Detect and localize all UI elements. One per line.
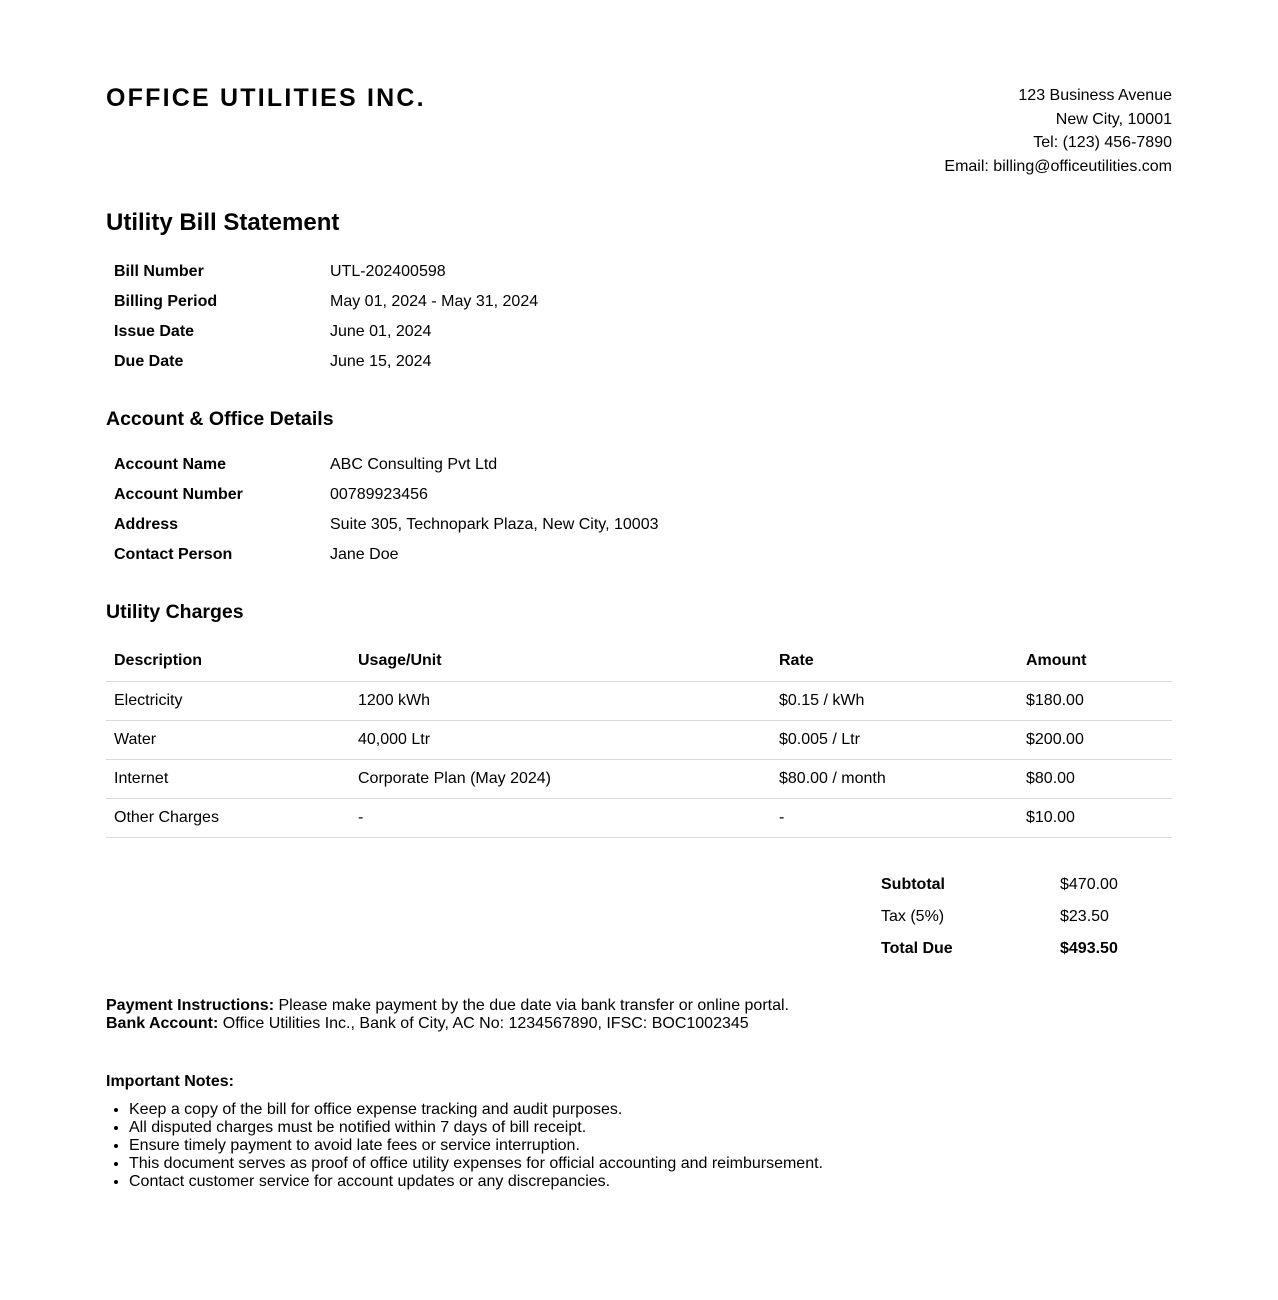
field-label: Due Date: [114, 353, 184, 370]
field-value: June 01, 2024: [330, 323, 432, 340]
header-usage: Usage/Unit: [358, 652, 442, 669]
field-label: Bill Number: [114, 263, 204, 280]
field-label: Issue Date: [114, 323, 195, 340]
cell-amount: $200.00: [1026, 731, 1084, 748]
charges-section-title: Utility Charges: [106, 601, 244, 623]
statement-title: Utility Bill Statement: [106, 209, 340, 236]
address-line-street: 123 Business Avenue: [1018, 87, 1172, 104]
cell-description: Water: [114, 731, 157, 748]
field-value: 00789923456: [330, 486, 428, 503]
cell-description: Internet: [114, 770, 169, 787]
list-item: • Contact customer service for account updates or any discrepancies.: [129, 1173, 823, 1191]
field-value: May 01, 2024 - May 31, 2024: [330, 293, 539, 310]
payment-instructions: [106, 997, 789, 1015]
bank-account: [106, 1015, 789, 1033]
account-section-title: Account & Office Details: [106, 408, 334, 430]
table-row: [106, 721, 1172, 760]
table-row: [106, 682, 1172, 721]
subtotal-row: [881, 869, 1181, 901]
list-item: • All disputed charges must be notified within 7 days of bill receipt.: [129, 1119, 823, 1137]
total-due-label: Total Due: [881, 940, 953, 957]
bill-document: [106, 0, 1172, 1300]
notes-list: [129, 1101, 823, 1191]
subtotal-label: Subtotal: [881, 876, 945, 893]
header-description: Description: [114, 652, 203, 669]
cell-rate: $80.00 / month: [779, 770, 886, 787]
payment-info: [106, 997, 789, 1033]
tax-row: [881, 901, 1181, 933]
notes-title: Important Notes:: [106, 1073, 234, 1090]
totals-summary: [881, 869, 1181, 965]
tax-label: Tax (5%): [881, 908, 945, 925]
cell-amount: $80.00: [1026, 770, 1075, 787]
bank-account-label: Bank Account:: [106, 1015, 219, 1032]
cell-usage: Corporate Plan (May 2024): [358, 770, 551, 787]
charges-table: [106, 642, 1172, 838]
cell-usage: -: [358, 809, 364, 826]
field-value: ABC Consulting Pvt Ltd: [330, 456, 498, 473]
list-item: • This document serves as proof of office utility expenses for official accounting and reimbursement.: [129, 1155, 823, 1173]
cell-amount: $10.00: [1026, 809, 1075, 826]
cell-description: Electricity: [114, 692, 183, 709]
company-name: OFFICE UTILITIES INC.: [106, 84, 426, 112]
cell-usage: 40,000 Ltr: [358, 731, 431, 748]
tax-value: $23.50: [1060, 908, 1109, 925]
address-line-phone: Tel: (123) 456-7890: [1033, 134, 1172, 152]
subtotal-value: $470.00: [1060, 876, 1118, 893]
field-value: June 15, 2024: [330, 353, 432, 370]
list-item: • Ensure timely payment to avoid late fees or service interruption.: [129, 1137, 823, 1155]
payment-instructions-text: Please make payment by the due date via bank transfer or online portal.: [274, 997, 789, 1014]
company-address: [944, 84, 1172, 179]
list-item: • Keep a copy of the bill for office expense tracking and audit purposes.: [129, 1101, 823, 1119]
cell-usage: 1200 kWh: [358, 692, 431, 709]
field-label: Address: [114, 516, 179, 533]
field-value: Jane Doe: [330, 546, 399, 563]
field-label: Billing Period: [114, 293, 218, 310]
cell-description: Other Charges: [114, 809, 219, 826]
field-label: Contact Person: [114, 546, 233, 563]
cell-rate: $0.15 / kWh: [779, 692, 865, 709]
header-amount: Amount: [1026, 652, 1087, 669]
field-value: Suite 305, Technopark Plaza, New City, 10003: [330, 516, 659, 533]
address-line-email: Email: billing@officeutilities.com: [944, 158, 1172, 176]
address-line-city: New City, 10001: [1055, 110, 1172, 128]
payment-instructions-label: Payment Instructions:: [106, 997, 275, 1014]
field-label: Account Number: [114, 486, 243, 503]
table-header: [106, 642, 1172, 682]
table-row: [106, 799, 1172, 838]
bank-account-text: Office Utilities Inc., Bank of City, AC No: 1234567890, IFSC: BOC1002345: [218, 1015, 749, 1032]
total-due-row: [881, 933, 1181, 965]
header-rate: Rate: [779, 652, 814, 669]
total-due-value: $493.50: [1060, 940, 1118, 957]
field-value: UTL-202400598: [330, 263, 446, 280]
cell-amount: $180.00: [1026, 692, 1084, 709]
cell-rate: -: [779, 809, 785, 826]
field-label: Account Name: [114, 456, 227, 473]
table-row: [106, 760, 1172, 799]
cell-rate: $0.005 / Ltr: [779, 731, 860, 748]
